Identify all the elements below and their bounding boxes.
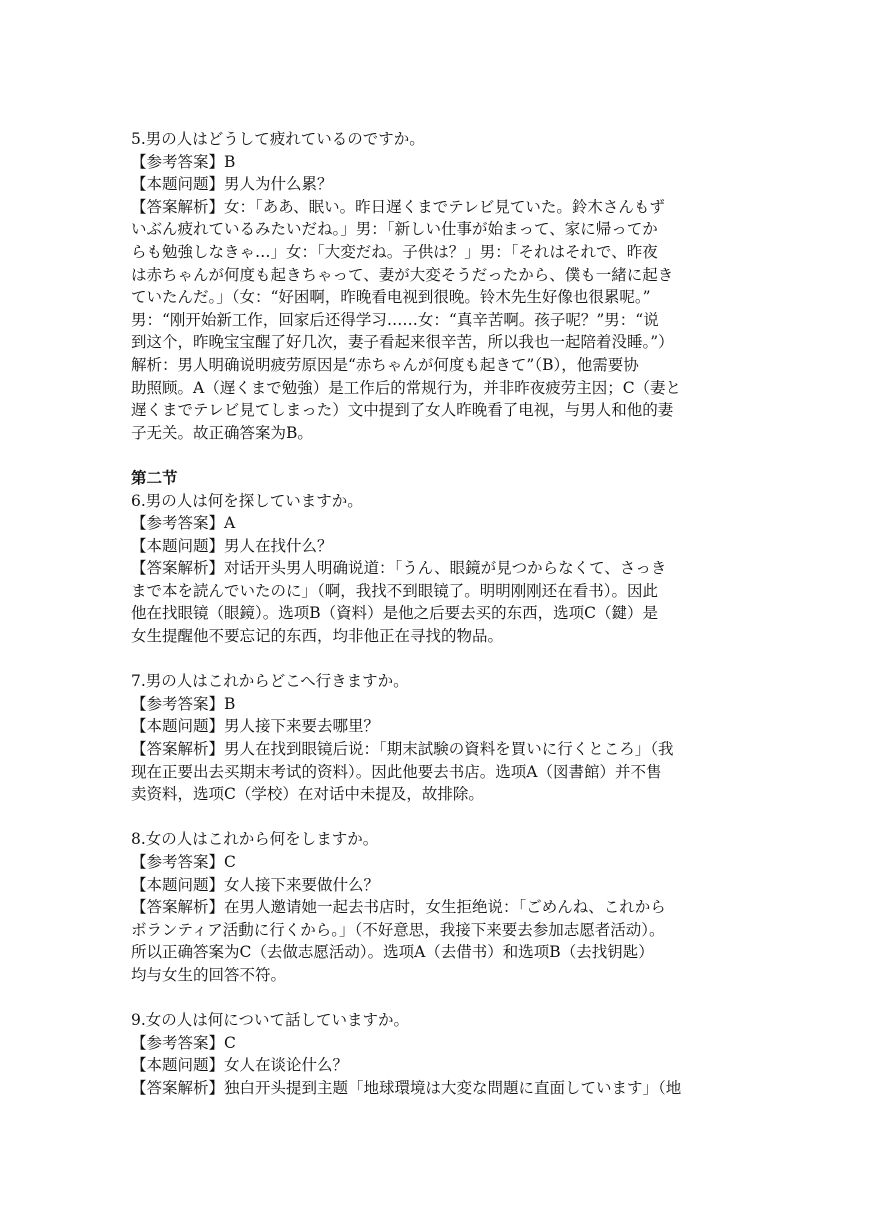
question-7 — [131, 670, 741, 806]
analysis-line: 男：“刚开始新工作，回家后还得学习……女：“真辛苦啊。孩子呢？”男：“说 — [131, 310, 659, 329]
analysis-line: 现在正要出去买期末考试的资料）。因此他要去书店。选项A（図書館）并不售 — [131, 762, 662, 781]
document-page — [131, 128, 741, 1100]
analysis-line: 子无关。故正确答案为B。 — [131, 423, 313, 442]
analysis-line: は赤ちゃんが何度も起きちゃって、妻が大変そうだったから、僕も一緒に起き — [131, 265, 674, 284]
reference-answer: 【参考答案】C — [131, 853, 236, 871]
analysis-line: ボランティア活動に行くから。」（不好意思，我接下来要去参加志愿者活动）。 — [131, 920, 665, 939]
reference-answer: 【参考答案】A — [131, 514, 236, 533]
analysis-line: まで本を読んでいたのに」（啊，我找不到眼镜了。明明刚刚还在看书）。因此 — [131, 581, 659, 600]
reference-answer: 【参考答案】B — [131, 694, 236, 713]
question-topic: 【本题问题】男人接下来要去哪里？ — [131, 717, 380, 736]
question-text: 7.男の人はこれからどこへ行きますか。 — [131, 672, 409, 691]
analysis-line: 均与女生的回答不符。 — [131, 965, 287, 984]
question-topic: 【本题问题】男人为什么累？ — [131, 175, 333, 194]
question-topic: 【本题问题】女人在谈论什么？ — [131, 1056, 349, 1075]
spacer — [131, 987, 741, 1010]
section-title: 第二节 — [131, 467, 178, 487]
analysis-line: 女生提醒他不要忘记的东西，均非他正在寻找的物品。 — [131, 627, 504, 646]
analysis-line: いぶん疲れているみたいだね。」男：「新しい仕事が始まって、家に帰ってか — [131, 220, 658, 239]
question-text: 6.男の人は何を探していますか。 — [131, 491, 363, 510]
analysis-line: 助照顾。A（遅くまで勉強）是工作后的常规行为，并非昨夜疲劳主因；C（妻と — [131, 378, 682, 397]
reference-answer: 【参考答案】B — [131, 152, 236, 171]
question-topic: 【本题问题】男人在找什么？ — [131, 536, 333, 555]
analysis-line: 【答案解析】独白开头提到主题「地球環境は大変な問題に直面しています」（地 — [131, 1078, 682, 1097]
analysis-line: 他在找眼镜（眼鏡）。选项B（資料）是他之后要去买的东西，选项C（鍵）是 — [131, 604, 659, 623]
question-topic: 【本题问题】女人接下来要做什么？ — [131, 875, 380, 894]
analysis-line: 【答案解析】对话开头男人明确说道：「うん、眼鏡が見つからなくて、さっき — [131, 559, 667, 578]
spacer — [131, 648, 741, 671]
reference-answer: 【参考答案】C — [131, 1033, 236, 1052]
question-6 — [131, 490, 741, 648]
analysis-line: 【答案解析】男人在找到眼镜后说：「期末試験の資料を買いに行くところ」（我 — [131, 740, 674, 759]
analysis-line: 到这个，昨晚宝宝醒了好几次，妻子看起来很辛苦，所以我也一起陪着没睡。”） — [131, 333, 674, 352]
question-text: 8.女の人はこれから何をしますか。 — [131, 830, 379, 849]
question-8 — [131, 828, 741, 986]
analysis-line: 卖资料，选项C（学校）在对话中未提及，故排除。 — [131, 785, 484, 804]
spacer — [131, 444, 741, 467]
analysis-line: らも勉強しなきゃ…」女：「大変だね。子供は？」男：「それはそれで、昨夜 — [131, 242, 658, 261]
question-text: 9.女の人は何について話していますか。 — [131, 1011, 409, 1030]
analysis-line: ていたんだ。」（女：“好困啊，昨晚看电视到很晚。铃木先生好像也很累呢。” — [131, 288, 651, 307]
analysis-line: 【答案解析】女：「ああ、眠い。昨日遅くまでテレビ見ていた。鈴木さんもず — [131, 197, 665, 216]
question-text: 5.男の人はどうして疲れているのですか。 — [131, 130, 425, 148]
analysis-line: 解析：男人明确说明疲劳原因是“赤ちゃんが何度も起きて”（B），他需要协 — [131, 355, 639, 374]
question-5 — [131, 128, 741, 444]
spacer — [131, 806, 741, 829]
analysis-line: 【答案解析】在男人邀请她一起去书店时，女生拒绝说：「ごめんね、これから — [131, 898, 666, 917]
question-9 — [131, 1009, 741, 1099]
analysis-line: 所以正确答案为C（去做志愿活动）。选项A（去借书）和选项B（去找钥匙） — [131, 943, 654, 962]
analysis-line: 遅くまでテレビ見てしまった）文中提到了女人昨晚看了电视，与男人和他的妻 — [131, 401, 674, 420]
